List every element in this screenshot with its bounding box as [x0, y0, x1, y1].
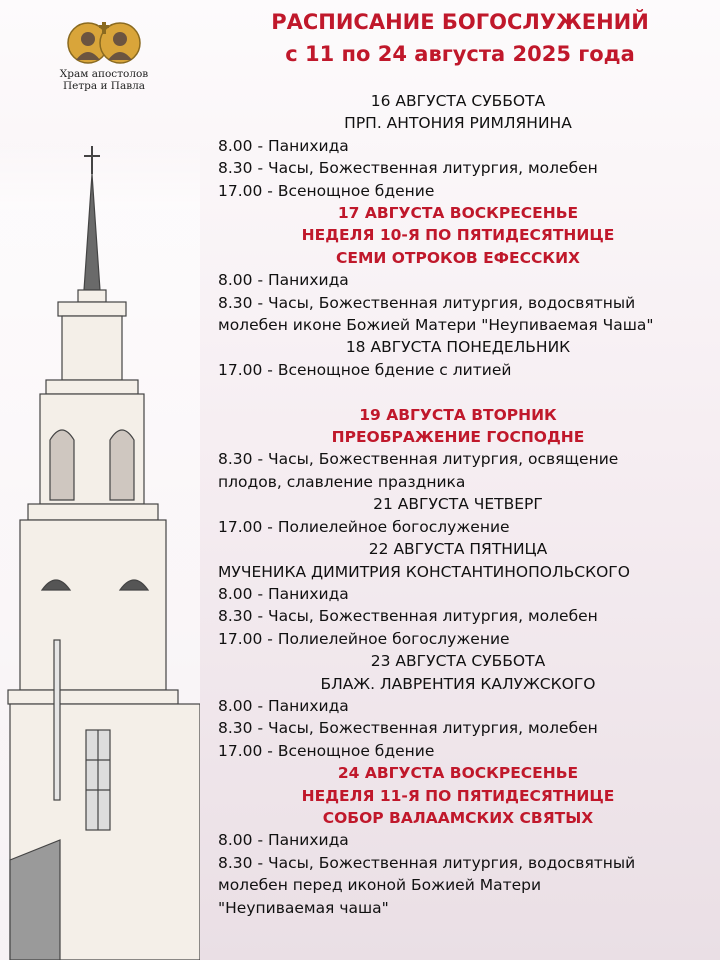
aug19-feast: ПРЕОБРАЖЕНИЕ ГОСПОДНЕ — [331, 428, 585, 447]
aug24-service-2c: "Неупиваемая чаша" — [218, 898, 389, 917]
aug24-date: 24 АВГУСТА ВОСКРЕСЕНЬЕ — [337, 764, 579, 783]
church-logo — [56, 20, 152, 92]
logo-caption — [56, 68, 152, 92]
logo-line-1: Храм апостолов — [59, 68, 149, 80]
aug22-service-3: 17.00 - Полиелейное богослужение — [218, 629, 510, 648]
aug24-service-2b: молебен перед иконой Божией Матери — [218, 876, 542, 895]
aug24-feast-1: НЕДЕЛЯ 11-Я ПО ПЯТИДЕСЯТНИЦЕ — [301, 786, 615, 805]
aug17-service-2a: 8.30 - Часы, Божественная литургия, водосвятный — [218, 293, 636, 312]
aug24-feast-2: СОБОР ВАЛААМСКИХ СВЯТЫХ — [322, 808, 594, 827]
aug23-service-3: 17.00 - Всенощное бдение — [218, 741, 435, 760]
apostles-icon — [64, 20, 144, 66]
schedule — [218, 90, 698, 919]
aug21-date: 21 АВГУСТА ЧЕТВЕРГ — [373, 495, 543, 514]
aug23-service-1: 8.00 - Панихида — [218, 696, 349, 715]
aug17-feast-2: СЕМИ ОТРОКОВ ЕФЕССКИХ — [336, 248, 580, 267]
aug18-date: 18 АВГУСТА ПОНЕДЕЛЬНИК — [345, 338, 571, 357]
spacer — [218, 381, 698, 403]
aug24-service-2a: 8.30 - Часы, Божественная литургия, водосвятный — [218, 853, 636, 872]
aug21-service-1: 17.00 - Полиелейное богослужение — [218, 517, 510, 536]
page-title: РАСПИСАНИЕ БОГОСЛУЖЕНИЙ — [271, 10, 649, 34]
logo-line-2: Петра и Павла — [62, 80, 146, 92]
aug19-service-1b: плодов, славление праздника — [218, 472, 466, 491]
page-subtitle: с 11 по 24 августа 2025 года — [285, 42, 635, 66]
aug19-service-1a: 8.30 - Часы, Божественная литургия, освящение — [218, 450, 619, 469]
aug17-feast-1: НЕДЕЛЯ 10-Я ПО ПЯТИДЕСЯТНИЦЕ — [301, 226, 615, 245]
aug16-service-1: 8.00 - Панихида — [218, 136, 349, 155]
aug16-service-3: 17.00 - Всенощное бдение — [218, 181, 435, 200]
bell-tower-illustration — [0, 140, 200, 960]
aug23-service-2: 8.30 - Часы, Божественная литургия, молебен — [218, 719, 598, 738]
aug24-service-1: 8.00 - Панихида — [218, 831, 349, 850]
aug22-service-2: 8.30 - Часы, Божественная литургия, молебен — [218, 607, 598, 626]
aug23-date: 23 АВГУСТА СУББОТА — [370, 652, 546, 671]
aug17-date: 17 АВГУСТА ВОСКРЕСЕНЬЕ — [337, 204, 579, 223]
aug22-feast: МУЧЕНИКА ДИМИТРИЯ КОНСТАНТИНОПОЛЬСКОГО — [218, 562, 630, 581]
aug16-service-2: 8.30 - Часы, Божественная литургия, молебен — [218, 159, 598, 178]
aug17-service-1: 8.00 - Панихида — [218, 271, 349, 290]
aug19-date: 19 АВГУСТА ВТОРНИК — [359, 405, 557, 424]
aug16-date: 16 АВГУСТА СУББОТА — [370, 92, 546, 110]
aug23-feast: БЛАЖ. ЛАВРЕНТИЯ КАЛУЖСКОГО — [320, 674, 596, 693]
aug16-feast: ПРП. АНТОНИЯ РИМЛЯНИНА — [344, 114, 572, 133]
aug22-date: 22 АВГУСТА ПЯТНИЦА — [368, 540, 548, 559]
aug18-service-1: 17.00 - Всенощное бдение с литией — [218, 360, 512, 379]
aug17-service-2b: молебен иконе Божией Матери "Неупиваемая Чаша" — [218, 316, 654, 335]
aug22-service-1: 8.00 - Панихида — [218, 584, 349, 603]
